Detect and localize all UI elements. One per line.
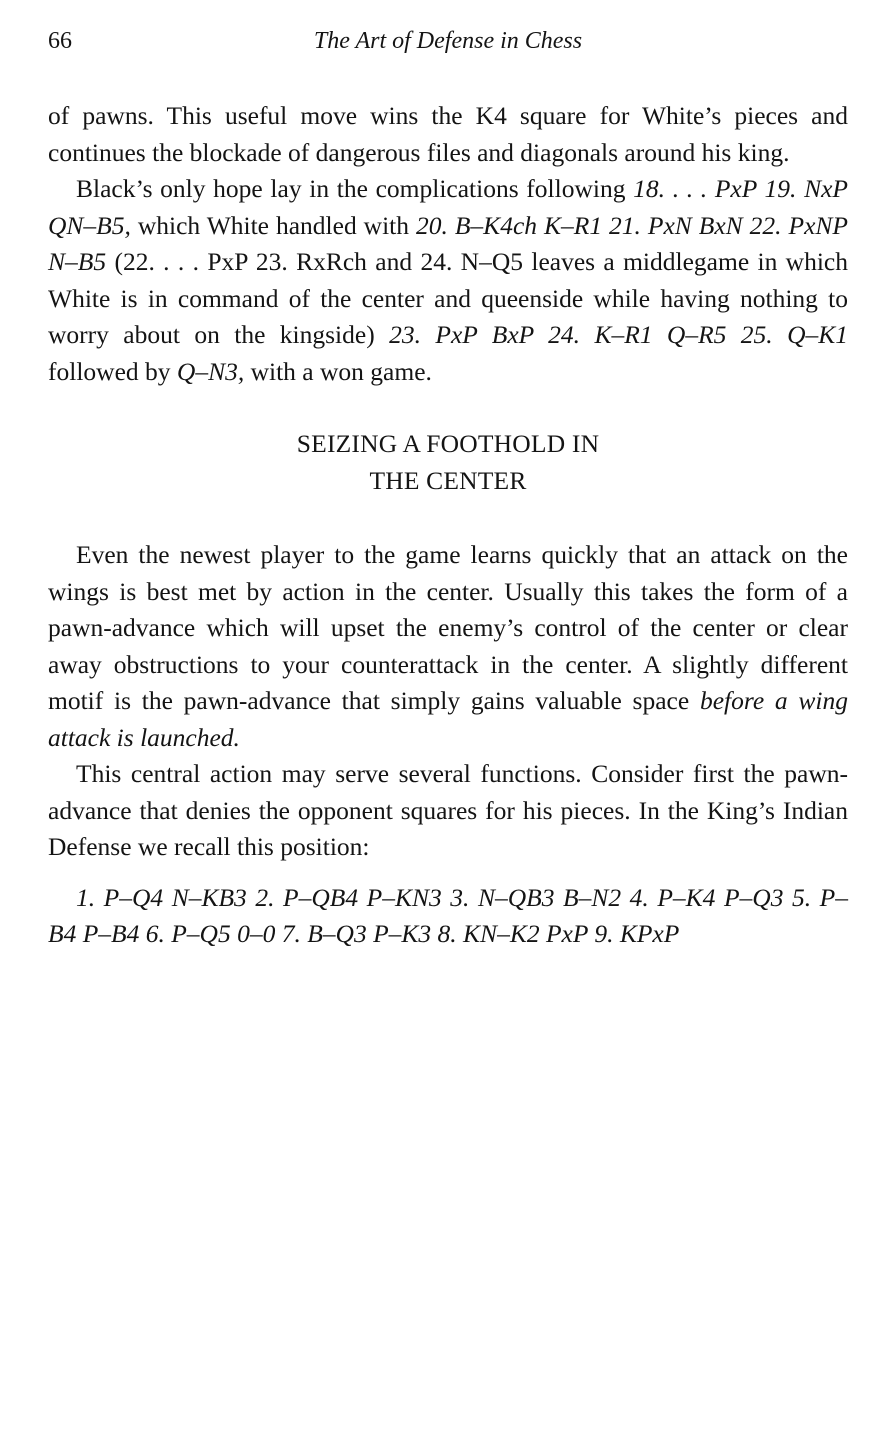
heading-line: THE CENTER [369, 465, 527, 495]
running-title: The Art of Defense in Chess [313, 28, 583, 54]
page-number: 66 [48, 28, 72, 54]
move-notation: 18. . . . PxP 19. NxP QN–B5, [48, 174, 848, 240]
text-run: which White handled with [130, 210, 416, 240]
emphasis: before a wing attack is launched. [48, 686, 848, 752]
move-notation: 23. PxP BxP 24. K–R1 Q–R5 25. Q–K1 [389, 320, 849, 349]
move-sequence [48, 880, 848, 953]
book-page [48, 28, 848, 953]
heading-line: SEIZING A FOOTHOLD IN [296, 429, 600, 458]
move-notation: 20. B–K4ch K–R1 21. PxN BxN 22. PxNP N–B5 [48, 210, 849, 276]
paragraph-continuation [48, 98, 848, 171]
page-header [48, 28, 848, 64]
paragraph-complications [48, 171, 848, 390]
paragraph-functions [48, 756, 848, 866]
move-notation: Q–N3, [176, 356, 245, 386]
paragraph-text: of pawns. This useful move wins the K4 square for White’s pieces and continues the blockade of dangerous files and diagonals around his king. [48, 101, 848, 167]
text-run: Even the newest player to the game learns quickly that an attack on the wings is best met by action in the center. Usually this takes the form of a pawn-advance which will upset the enemy’s control of the center or clear away obstructions to your counterattack in the center. A slightly different motif is the pawn-advance that simply gains valuable space [48, 540, 848, 715]
section-heading [48, 426, 848, 499]
text-run: Black’s only hope lay in the complications following [76, 174, 634, 203]
text-run: followed by [48, 356, 177, 386]
text-run: with a won game. [244, 356, 432, 386]
paragraph-center-action [48, 537, 848, 756]
text-run: (22. . . . PxP 23. RxRch and 24. N–Q5 leaves a middlegame in which White is in command of the center and queenside while having nothing to worry about on the kingside) [48, 247, 848, 349]
body-text [48, 98, 848, 953]
move-notation: 1. P–Q4 N–KB3 2. P–QB4 P–KN3 3. N–QB3 B–N2 4. P–K4 P–Q3 5. P–B4 P–B4 6. P–Q5 0–0 7. B–Q3 P–K3 8. KN–K2 PxP 9. KPxP [48, 882, 848, 948]
paragraph-text: This central action may serve several functions. Consider first the pawn-advance that denies the opponent squares for his pieces. In the King’s Indian Defense we recall this position: [48, 759, 848, 861]
